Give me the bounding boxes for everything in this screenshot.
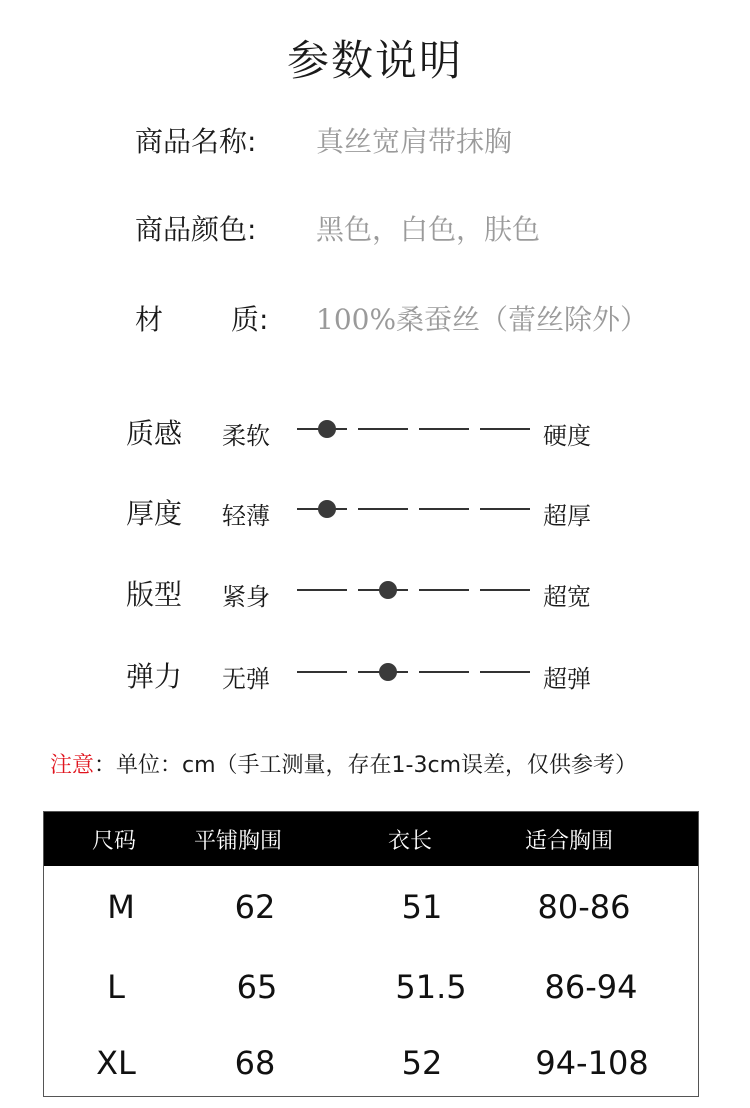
cell-size: M <box>107 888 135 926</box>
cell-size: L <box>107 968 125 1006</box>
scale-row-elasticity <box>0 653 750 693</box>
scale-indicator-dot <box>379 663 397 681</box>
product-color-value: 黑色，白色，肤色 <box>316 213 541 246</box>
cell-flat-bust: 62 <box>234 888 276 926</box>
material-label-a: 材 <box>135 303 164 336</box>
scale-name: 厚度 <box>126 497 183 530</box>
scale-segment <box>480 671 530 673</box>
scale-indicator-dot <box>318 500 336 518</box>
header-length: 衣长 <box>388 829 433 854</box>
scale-left-label: 轻薄 <box>222 502 270 530</box>
measurement-note <box>50 748 637 779</box>
cell-fit-bust: 94-108 <box>535 1044 649 1082</box>
scale-left-label: 紧身 <box>222 583 270 611</box>
scale-segment <box>480 589 530 591</box>
cell-flat-bust: 65 <box>236 968 278 1006</box>
product-name-label: 商品名称: <box>135 125 257 158</box>
scale-segment <box>358 428 408 430</box>
cell-length: 51.5 <box>395 968 467 1006</box>
cell-length: 52 <box>401 1044 443 1082</box>
scale-row-texture <box>0 410 750 450</box>
scale-left-label: 无弹 <box>222 665 270 693</box>
header-size: 尺码 <box>92 829 137 854</box>
scale-row-thickness <box>0 490 750 530</box>
scale-right-label: 超宽 <box>543 583 591 611</box>
cell-flat-bust: 68 <box>234 1044 276 1082</box>
cell-size: XL <box>96 1044 136 1082</box>
scale-right-label: 超弹 <box>543 665 591 693</box>
scale-left-label: 柔软 <box>222 422 270 450</box>
header-fit-bust: 适合胸围 <box>525 829 614 854</box>
material-value: 100%桑蚕丝（蕾丝除外） <box>316 303 649 336</box>
size-table <box>43 811 699 1097</box>
scale-name: 弹力 <box>126 660 183 693</box>
cell-length: 51 <box>401 888 443 926</box>
note-text: ：单位：cm（手工测量，存在1-3cm误差，仅供参考） <box>94 753 638 778</box>
scale-name: 版型 <box>126 578 183 611</box>
scale-segment <box>419 508 469 510</box>
product-name-value: 真丝宽肩带抹胸 <box>316 125 513 158</box>
scale-indicator-dot <box>318 420 336 438</box>
scale-segment <box>419 428 469 430</box>
scale-segment <box>297 671 347 673</box>
scale-segment <box>358 508 408 510</box>
page-title: 参数说明 <box>286 36 463 85</box>
scale-segment <box>480 428 530 430</box>
scale-right-label: 硬度 <box>543 422 591 450</box>
scale-segment <box>297 589 347 591</box>
scale-name: 质感 <box>126 417 183 450</box>
scale-segment <box>419 671 469 673</box>
scale-indicator-dot <box>379 581 397 599</box>
product-color-label: 商品颜色: <box>135 213 257 246</box>
scale-segment <box>480 508 530 510</box>
material-label-b: 质: <box>231 303 269 336</box>
cell-fit-bust: 80-86 <box>537 888 631 926</box>
scale-row-fit <box>0 571 750 611</box>
header-flat-bust: 平铺胸围 <box>194 829 283 854</box>
scale-segment <box>419 589 469 591</box>
cell-fit-bust: 86-94 <box>544 968 638 1006</box>
table-header <box>44 812 698 866</box>
note-highlight: 注意 <box>50 753 95 778</box>
scale-right-label: 超厚 <box>543 502 591 530</box>
